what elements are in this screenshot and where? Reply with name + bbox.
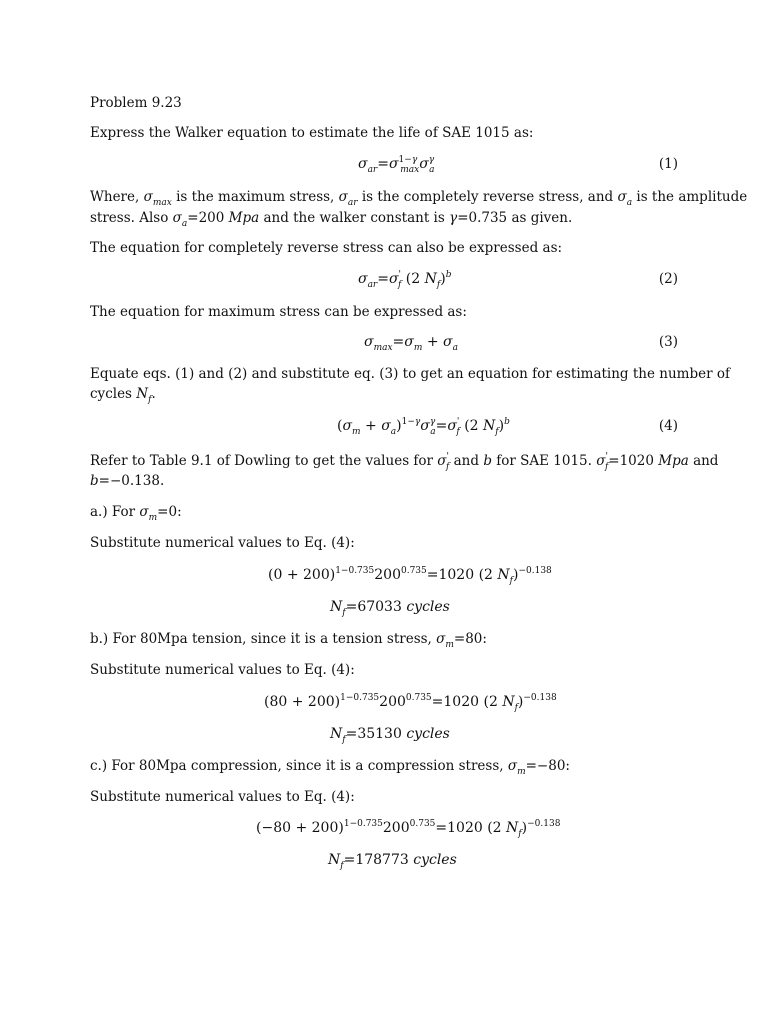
refer-text-a: Refer to Table 9.1 of Dowling to get the values for: [90, 453, 433, 469]
b-value: −0.138: [109, 473, 160, 489]
equation-4: $(\sigma_m + \sigma_a)^{1-\gamma}\sigma^\gamma_a=\sigma'_f$ (2 $N_f)^b$: [337, 417, 510, 437]
part-b-exp-b: −0.138: [523, 693, 557, 703]
max-stress-text: The equation for maximum stress can be expressed as:: [90, 304, 467, 320]
part-c-equation: $(-80 + 200)^{1-0.735}200^{0.735}=1020$ (2 $N_f)^{-0.138}$: [256, 819, 561, 839]
where-text-b: is the maximum stress,: [176, 189, 335, 205]
equate-text-cycles: cycles: [90, 386, 132, 402]
part-b-result: $N_f=35130$ cycles: [330, 726, 450, 745]
part-a-sigma-m-value: 0: [168, 504, 178, 520]
problem-title: Problem 9.23: [90, 95, 182, 111]
equation-3: $\sigma_{max}=\sigma_m + \sigma_a$: [364, 334, 458, 353]
part-c-exp-b: −0.138: [527, 819, 561, 829]
refer-text-d: and: [693, 453, 719, 469]
sigma-a-unit: Mpa: [228, 210, 260, 226]
refer-line-1: Refer to Table 9.1 of Dowling to get the values for $\sigma'_f$ and b for SAE 1015. $\sigma'_f=1020$ Mpa and: [90, 452, 719, 472]
equate-line-2: cycles $N_f$.: [90, 386, 156, 405]
part-b-exp-2: 0.735: [405, 693, 432, 703]
intro-text: Express the Walker equation to estimate the life of SAE 1015 as:: [90, 125, 534, 141]
part-c-1020: 1020: [447, 820, 483, 836]
sigma-f-value: 1020: [619, 453, 654, 469]
equation-3-number: (3): [658, 334, 678, 350]
part-a-heading: a.) For $\sigma_m=0$:: [90, 504, 182, 523]
equation-1-number: (1): [658, 156, 678, 172]
part-c-200: 200: [382, 820, 410, 836]
part-b-1020: 1020: [443, 694, 480, 710]
part-b-result-value: 35130: [357, 726, 402, 742]
part-c-result-value: 178773: [355, 852, 409, 868]
where-line-2: stress. Also $\sigma_a=200$ Mpa and the walker constant is γ=0.735 as given.: [90, 210, 573, 229]
where-line-1: Where, $\sigma_{max}$ is the maximum stress, $\sigma_{ar}$ is the completely reverse stress, and $\sigma_a$ is the amplitude: [90, 189, 748, 208]
part-c-lhs-inner: −80 + 200: [261, 820, 339, 836]
part-c-heading-text: c.) For 80Mpa compression, since it is a compression stress,: [90, 758, 504, 774]
equation-1: $\sigma_{ar}=\sigma^{1-\gamma}_{max}\sigma^\gamma_a$: [358, 155, 435, 175]
equation-2-number: (2): [658, 271, 678, 287]
where-text-f: and the walker constant is: [263, 210, 445, 226]
part-b-lhs-inner: 80 + 200: [269, 694, 335, 710]
part-a-result: $N_f=67033$ cycles: [330, 599, 450, 618]
where-text-g: as given.: [511, 210, 573, 226]
part-b-equation: $(80 + 200)^{1-0.735}200^{0.735}=1020$ (2 $N_f)^{-0.138}$: [264, 693, 557, 713]
part-b-heading-text: b.) For 80Mpa tension, since it is a tension stress,: [90, 631, 432, 647]
part-a-result-value: 67033: [357, 599, 402, 615]
where-text-d: is the amplitude: [636, 189, 748, 205]
equation-2: $\sigma_{ar}=\sigma'_f$ (2 $N_f)^b$: [358, 270, 452, 290]
part-a-substitute: Substitute numerical values to Eq. (4):: [90, 535, 355, 551]
part-c-substitute: Substitute numerical values to Eq. (4):: [90, 789, 355, 805]
part-a-unit: cycles: [406, 599, 450, 615]
part-b-heading: b.) For 80Mpa tension, since it is a tension stress, $\sigma_m=80$:: [90, 631, 487, 650]
part-a-equation: $(0 + 200)^{1-0.735}200^{0.735}=1020$ (2 $N_f)^{-0.138}$: [268, 566, 552, 586]
refer-text-b: and: [453, 453, 480, 469]
sigma-f-unit: Mpa: [658, 453, 689, 469]
part-a-200: 200: [374, 567, 401, 583]
where-text-e: stress. Also: [90, 210, 169, 226]
part-a-exp-1: 1−0.735: [335, 566, 375, 576]
part-c-exp-1: 1−0.735: [343, 819, 383, 829]
part-c-result: $N_f=178773$ cycles: [328, 852, 457, 871]
part-a-lhs-inner: 0 + 200: [273, 567, 330, 583]
sigma-a-value: 200: [198, 210, 225, 226]
part-a-exp-b: −0.138: [518, 566, 552, 576]
part-c-sigma-m-value: −80: [536, 758, 566, 774]
reverse-text: The equation for completely reverse stress can also be expressed as:: [90, 240, 563, 256]
equate-line-1: Equate eqs. (1) and (2) and substitute eq. (3) to get an equation for estimating the number of: [90, 366, 730, 382]
refer-text-c: for SAE 1015.: [496, 453, 592, 469]
part-a-heading-text: a.) For: [90, 504, 136, 520]
refer-line-2: b=−0.138.: [90, 473, 165, 489]
part-b-unit: cycles: [406, 726, 450, 742]
part-a-exp-2: 0.735: [400, 566, 427, 576]
equation-4-number: (4): [658, 418, 678, 434]
where-text-c: is the completely reverse stress, and: [361, 189, 614, 205]
part-c-exp-2: 0.735: [409, 819, 436, 829]
part-c-unit: cycles: [413, 852, 457, 868]
part-b-sigma-m-value: 80: [465, 631, 483, 647]
part-b-exp-1: 1−0.735: [340, 693, 380, 703]
where-text-a: Where,: [90, 189, 140, 205]
part-b-substitute: Substitute numerical values to Eq. (4):: [90, 662, 355, 678]
part-b-200: 200: [379, 694, 406, 710]
part-a-1020: 1020: [438, 567, 475, 583]
part-c-heading: c.) For 80Mpa compression, since it is a compression stress, $\sigma_m=-80$:: [90, 758, 570, 777]
gamma-value: 0.735: [468, 210, 508, 226]
